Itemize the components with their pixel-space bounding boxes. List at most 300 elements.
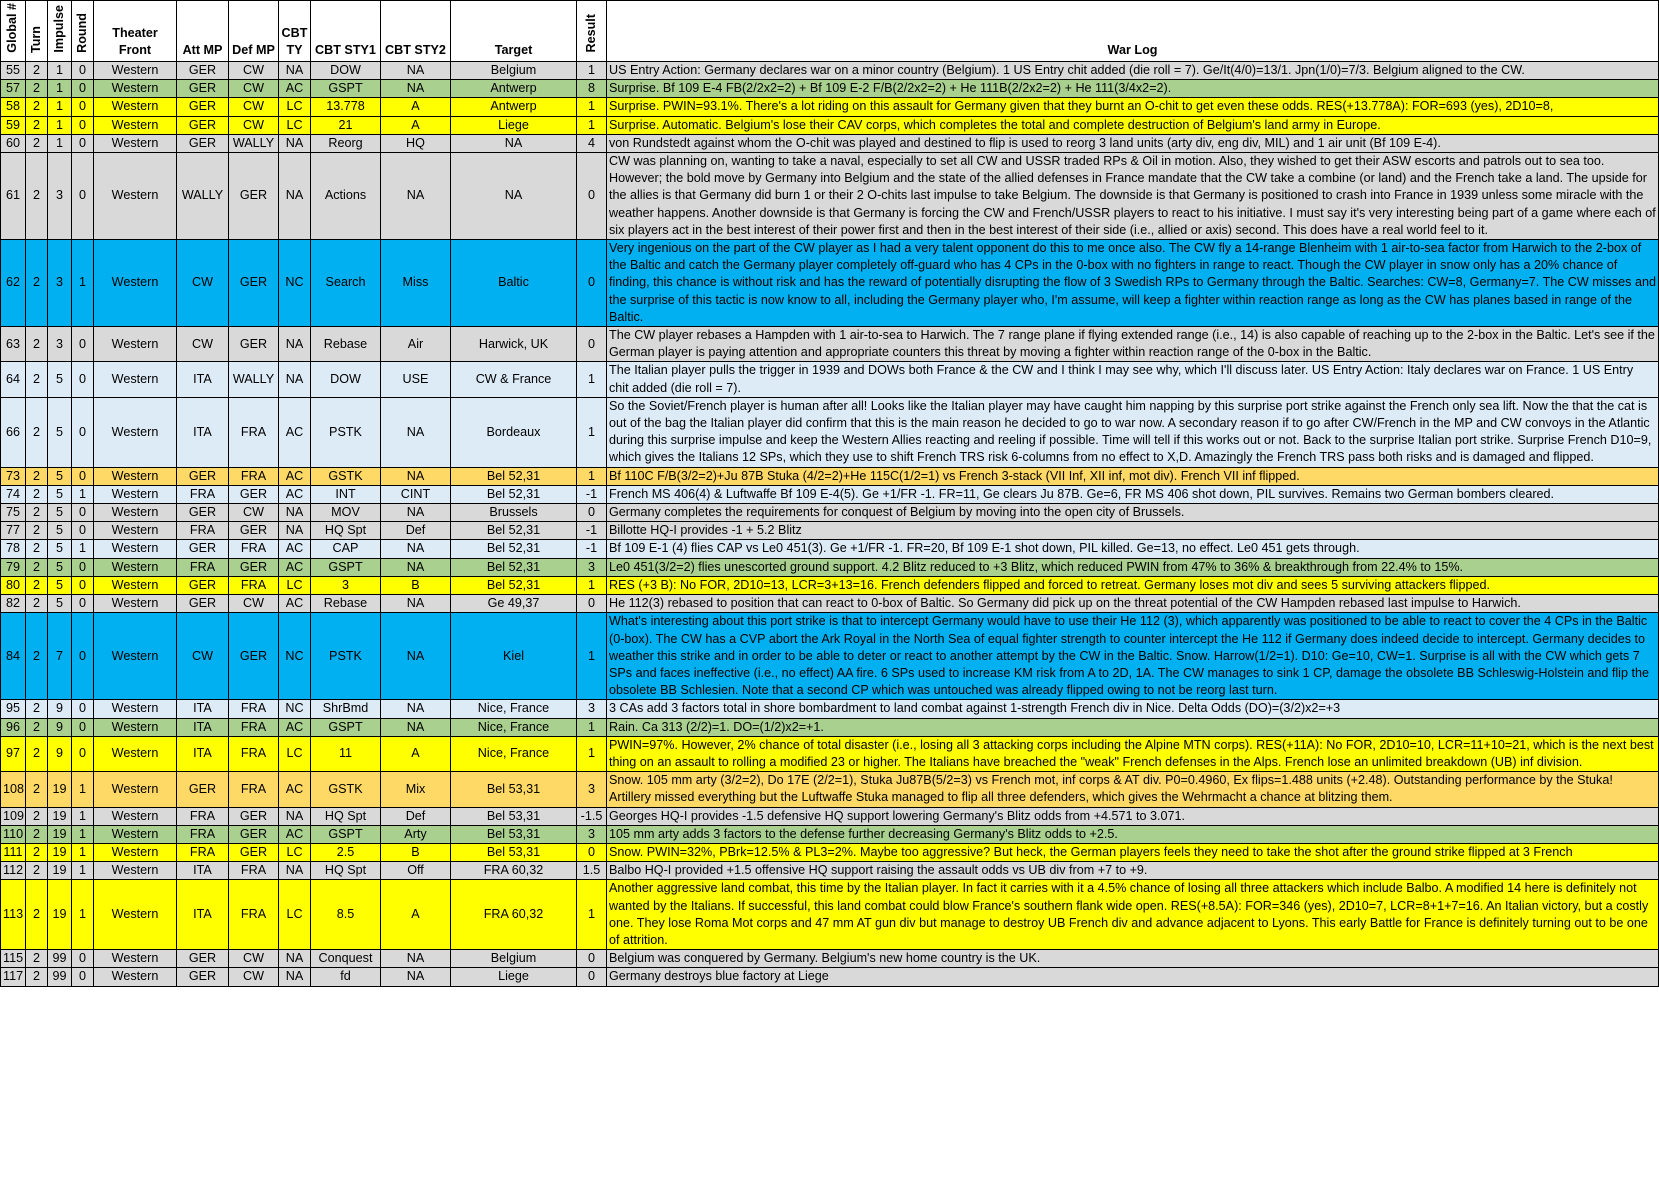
cell-impulse[interactable]: 5	[48, 504, 72, 522]
cell-turn[interactable]: 2	[26, 807, 48, 825]
cell-cbt-ty[interactable]: LC	[279, 98, 311, 116]
header-target[interactable]: Target	[451, 1, 577, 62]
cell-def-mp[interactable]: GER	[229, 153, 279, 240]
cell-att-mp[interactable]: FRA	[177, 485, 229, 503]
cell-turn[interactable]: 2	[26, 772, 48, 807]
cell-att-mp[interactable]: GER	[177, 98, 229, 116]
cell-war-log[interactable]: RES (+3 B): No FOR, 2D10=13, LCR=3+13=16. French defenders flipped and forced to retreat. Germany loses mot div and sees 5 surviving attackers flipped.	[607, 576, 1659, 594]
cell-impulse[interactable]: 5	[48, 485, 72, 503]
cell-result[interactable]: 1	[577, 397, 607, 467]
cell-att-mp[interactable]: GER	[177, 950, 229, 968]
cell-theater[interactable]: Western	[94, 772, 177, 807]
cell-global[interactable]: 57	[1, 80, 26, 98]
cell-target[interactable]: Harwick, UK	[451, 327, 577, 362]
table-row[interactable]	[1, 485, 1659, 503]
cell-target[interactable]: Brussels	[451, 504, 577, 522]
cell-cbt-sty2[interactable]: USE	[381, 362, 451, 397]
header-cbt-ty[interactable]: CBT TY	[279, 1, 311, 62]
cell-turn[interactable]: 2	[26, 62, 48, 80]
cell-att-mp[interactable]: WALLY	[177, 153, 229, 240]
cell-turn[interactable]: 2	[26, 825, 48, 843]
cell-war-log[interactable]: Bf 109 E-1 (4) flies CAP vs Le0 451(3). Ge +1/FR -1. FR=20, Bf 109 E-1 shot down, PIL killed. Ge=13, no effect. Le0 451 gets through.	[607, 540, 1659, 558]
cell-turn[interactable]: 2	[26, 80, 48, 98]
cell-target[interactable]: Liege	[451, 968, 577, 986]
cell-result[interactable]: 0	[577, 950, 607, 968]
cell-target[interactable]: Bel 52,31	[451, 467, 577, 485]
cell-war-log[interactable]: US Entry Action: Germany declares war on a minor country (Belgium). 1 US Entry chit added (die roll = 7). Ge/It(4/0)=13/1. Jpn(1/0)=7/3. Belgium aligned to the CW.	[607, 62, 1659, 80]
cell-round[interactable]: 0	[72, 736, 94, 771]
cell-round[interactable]: 0	[72, 397, 94, 467]
cell-impulse[interactable]: 5	[48, 595, 72, 613]
cell-result[interactable]: 3	[577, 700, 607, 718]
cell-theater[interactable]: Western	[94, 504, 177, 522]
cell-round[interactable]: 1	[72, 540, 94, 558]
cell-cbt-sty1[interactable]: Reorg	[311, 134, 381, 152]
cell-cbt-sty1[interactable]: GSPT	[311, 80, 381, 98]
cell-global[interactable]: 78	[1, 540, 26, 558]
cell-theater[interactable]: Western	[94, 327, 177, 362]
cell-war-log[interactable]: Georges HQ-I provides -1.5 defensive HQ support lowering Germany's Blitz odds from +4.571 to 3.071.	[607, 807, 1659, 825]
header-war-log[interactable]: War Log	[607, 1, 1659, 62]
cell-global[interactable]: 62	[1, 240, 26, 327]
cell-def-mp[interactable]: WALLY	[229, 362, 279, 397]
cell-result[interactable]: 0	[577, 153, 607, 240]
cell-cbt-sty2[interactable]: NA	[381, 558, 451, 576]
cell-cbt-sty1[interactable]: 11	[311, 736, 381, 771]
cell-global[interactable]: 75	[1, 504, 26, 522]
cell-theater[interactable]: Western	[94, 80, 177, 98]
table-row[interactable]	[1, 362, 1659, 397]
header-result[interactable]: Result	[577, 1, 607, 62]
cell-def-mp[interactable]: GER	[229, 522, 279, 540]
cell-global[interactable]: 97	[1, 736, 26, 771]
header-turn[interactable]: Turn	[26, 1, 48, 62]
cell-cbt-ty[interactable]: AC	[279, 825, 311, 843]
cell-cbt-ty[interactable]: NC	[279, 240, 311, 327]
cell-def-mp[interactable]: GER	[229, 843, 279, 861]
cell-cbt-sty2[interactable]: NA	[381, 700, 451, 718]
table-row[interactable]	[1, 595, 1659, 613]
cell-target[interactable]: CW & France	[451, 362, 577, 397]
cell-turn[interactable]: 2	[26, 558, 48, 576]
cell-war-log[interactable]: 3 CAs add 3 factors total in shore bombardment to land combat against 1-strength French div in Nice. Delta Odds (DO)=(3/2)x2=+3	[607, 700, 1659, 718]
cell-target[interactable]: Kiel	[451, 613, 577, 700]
cell-impulse[interactable]: 19	[48, 843, 72, 861]
cell-global[interactable]: 59	[1, 116, 26, 134]
cell-cbt-ty[interactable]: NA	[279, 807, 311, 825]
cell-war-log[interactable]: Surprise. Bf 109 E-4 FB(2/2x2=2) + Bf 109 E-2 F/B(2/2x2=2) + He 111B(2/2x2=2) + He 111(3/4x2=2).	[607, 80, 1659, 98]
cell-cbt-sty1[interactable]: Conquest	[311, 950, 381, 968]
cell-result[interactable]: -1	[577, 485, 607, 503]
cell-theater[interactable]: Western	[94, 467, 177, 485]
cell-def-mp[interactable]: FRA	[229, 397, 279, 467]
cell-global[interactable]: 96	[1, 718, 26, 736]
cell-cbt-sty2[interactable]: NA	[381, 968, 451, 986]
cell-war-log[interactable]: von Rundstedt against whom the O-chit was played and destined to flip is used to reorg 3 land units (arty div, eng div, MIL) and 1 air unit (Bf 109 E-4).	[607, 134, 1659, 152]
cell-result[interactable]: -1.5	[577, 807, 607, 825]
cell-war-log[interactable]: The CW player rebases a Hampden with 1 air-to-sea to Harwich. The 7 range plane if flying extended range (i.e., 14) is also capable of reaching up to the 2-box in the Baltic. Let's see if the German player is paying attention and appropriate counters this threat by moving a fighter within reaction range of the 0-box in the Baltic.	[607, 327, 1659, 362]
cell-att-mp[interactable]: FRA	[177, 522, 229, 540]
cell-cbt-ty[interactable]: NA	[279, 327, 311, 362]
cell-theater[interactable]: Western	[94, 825, 177, 843]
cell-war-log[interactable]: Billotte HQ-I provides -1 + 5.2 Blitz	[607, 522, 1659, 540]
cell-cbt-sty2[interactable]: A	[381, 98, 451, 116]
cell-att-mp[interactable]: FRA	[177, 843, 229, 861]
cell-round[interactable]: 0	[72, 613, 94, 700]
cell-target[interactable]: Bel 52,31	[451, 485, 577, 503]
cell-target[interactable]: Bordeaux	[451, 397, 577, 467]
cell-turn[interactable]: 2	[26, 595, 48, 613]
cell-cbt-sty1[interactable]: GSPT	[311, 718, 381, 736]
cell-round[interactable]: 0	[72, 595, 94, 613]
cell-war-log[interactable]: Germany destroys blue factory at Liege	[607, 968, 1659, 986]
cell-impulse[interactable]: 1	[48, 134, 72, 152]
cell-impulse[interactable]: 5	[48, 522, 72, 540]
cell-theater[interactable]: Western	[94, 522, 177, 540]
cell-att-mp[interactable]: ITA	[177, 397, 229, 467]
table-row[interactable]	[1, 825, 1659, 843]
cell-cbt-sty1[interactable]: DOW	[311, 362, 381, 397]
cell-result[interactable]: 0	[577, 327, 607, 362]
cell-result[interactable]: 8	[577, 80, 607, 98]
cell-turn[interactable]: 2	[26, 327, 48, 362]
cell-turn[interactable]: 2	[26, 950, 48, 968]
table-row[interactable]	[1, 736, 1659, 771]
cell-turn[interactable]: 2	[26, 134, 48, 152]
cell-result[interactable]: 1	[577, 718, 607, 736]
cell-round[interactable]: 1	[72, 843, 94, 861]
cell-att-mp[interactable]: GER	[177, 576, 229, 594]
cell-cbt-sty2[interactable]: NA	[381, 718, 451, 736]
cell-cbt-sty2[interactable]: A	[381, 116, 451, 134]
cell-result[interactable]: 1	[577, 362, 607, 397]
cell-war-log[interactable]: Surprise. Automatic. Belgium's lose their CAV corps, which completes the total and complete destruction of Belgium's land army in Europe.	[607, 116, 1659, 134]
cell-impulse[interactable]: 1	[48, 116, 72, 134]
cell-war-log[interactable]: Balbo HQ-I provided +1.5 offensive HQ support raising the assault odds vs UB div from +7 to +9.	[607, 862, 1659, 880]
cell-att-mp[interactable]: CW	[177, 240, 229, 327]
cell-war-log[interactable]: The Italian player pulls the trigger in 1939 and DOWs both France & the CW and I think I may see why, which I'll discuss later. US Entry Action: Italy declares war on France. 1 US Entry chit added (die roll = 7).	[607, 362, 1659, 397]
cell-result[interactable]: 1	[577, 116, 607, 134]
cell-war-log[interactable]: Surprise. PWIN=93.1%. There's a lot riding on this assault for Germany given that they burnt an O-chit to get even these odds. RES(+13.778A): FOR=693 (yes), 2D10=8,	[607, 98, 1659, 116]
cell-def-mp[interactable]: CW	[229, 98, 279, 116]
cell-cbt-ty[interactable]: NA	[279, 504, 311, 522]
cell-cbt-sty2[interactable]: Off	[381, 862, 451, 880]
cell-target[interactable]: Ge 49,37	[451, 595, 577, 613]
cell-def-mp[interactable]: CW	[229, 968, 279, 986]
cell-turn[interactable]: 2	[26, 880, 48, 950]
cell-cbt-sty1[interactable]: HQ Spt	[311, 522, 381, 540]
cell-att-mp[interactable]: FRA	[177, 825, 229, 843]
table-row[interactable]	[1, 467, 1659, 485]
cell-cbt-sty1[interactable]: PSTK	[311, 613, 381, 700]
cell-cbt-sty2[interactable]: NA	[381, 467, 451, 485]
cell-theater[interactable]: Western	[94, 950, 177, 968]
cell-cbt-sty2[interactable]: NA	[381, 80, 451, 98]
cell-target[interactable]: Belgium	[451, 950, 577, 968]
cell-result[interactable]: 1	[577, 576, 607, 594]
cell-impulse[interactable]: 1	[48, 62, 72, 80]
cell-att-mp[interactable]: FRA	[177, 807, 229, 825]
cell-def-mp[interactable]: CW	[229, 116, 279, 134]
cell-turn[interactable]: 2	[26, 522, 48, 540]
cell-cbt-sty1[interactable]: Rebase	[311, 595, 381, 613]
cell-def-mp[interactable]: FRA	[229, 576, 279, 594]
cell-round[interactable]: 1	[72, 807, 94, 825]
cell-impulse[interactable]: 19	[48, 807, 72, 825]
cell-cbt-sty2[interactable]: B	[381, 843, 451, 861]
cell-round[interactable]: 1	[72, 485, 94, 503]
cell-theater[interactable]: Western	[94, 62, 177, 80]
cell-def-mp[interactable]: GER	[229, 240, 279, 327]
cell-global[interactable]: 63	[1, 327, 26, 362]
cell-cbt-sty1[interactable]: fd	[311, 968, 381, 986]
table-row[interactable]	[1, 576, 1659, 594]
table-row[interactable]	[1, 153, 1659, 240]
cell-target[interactable]: Bel 52,31	[451, 540, 577, 558]
cell-theater[interactable]: Western	[94, 540, 177, 558]
cell-att-mp[interactable]: ITA	[177, 862, 229, 880]
cell-att-mp[interactable]: ITA	[177, 362, 229, 397]
cell-def-mp[interactable]: WALLY	[229, 134, 279, 152]
cell-cbt-sty1[interactable]: PSTK	[311, 397, 381, 467]
cell-impulse[interactable]: 3	[48, 327, 72, 362]
cell-target[interactable]: Baltic	[451, 240, 577, 327]
cell-war-log[interactable]: Bf 110C F/B(3/2=2)+Ju 87B Stuka (4/2=2)+He 115C(1/2=1) vs French 3-stack (VII Inf, XII inf, mot div). French VII inf flipped.	[607, 467, 1659, 485]
cell-att-mp[interactable]: ITA	[177, 736, 229, 771]
cell-cbt-sty2[interactable]: NA	[381, 504, 451, 522]
cell-cbt-ty[interactable]: NA	[279, 134, 311, 152]
cell-result[interactable]: 1	[577, 736, 607, 771]
cell-def-mp[interactable]: FRA	[229, 718, 279, 736]
cell-impulse[interactable]: 19	[48, 862, 72, 880]
cell-round[interactable]: 0	[72, 522, 94, 540]
cell-impulse[interactable]: 99	[48, 968, 72, 986]
cell-impulse[interactable]: 9	[48, 700, 72, 718]
cell-def-mp[interactable]: GER	[229, 613, 279, 700]
cell-result[interactable]: 0	[577, 843, 607, 861]
cell-round[interactable]: 0	[72, 467, 94, 485]
cell-cbt-ty[interactable]: LC	[279, 843, 311, 861]
cell-cbt-sty1[interactable]: CAP	[311, 540, 381, 558]
cell-war-log[interactable]: Snow. 105 mm arty (3/2=2), Do 17E (2/2=1), Stuka Ju87B(5/2=3) vs French mot, inf corps & AT div. P0=0.4960, Ex flips=1.488 units (+2.48). Outstanding performance by the Stuka! Artillery missed everything but the Luftwaffe Stuka managed to flip all three defenders, which gives the Wehrmacht a chance at blitzing them.	[607, 772, 1659, 807]
cell-global[interactable]: 95	[1, 700, 26, 718]
cell-def-mp[interactable]: FRA	[229, 540, 279, 558]
cell-target[interactable]: Liege	[451, 116, 577, 134]
cell-impulse[interactable]: 3	[48, 240, 72, 327]
cell-round[interactable]: 0	[72, 700, 94, 718]
cell-impulse[interactable]: 7	[48, 613, 72, 700]
cell-target[interactable]: Nice, France	[451, 718, 577, 736]
cell-global[interactable]: 55	[1, 62, 26, 80]
cell-round[interactable]: 0	[72, 327, 94, 362]
cell-cbt-ty[interactable]: AC	[279, 467, 311, 485]
cell-cbt-sty2[interactable]: A	[381, 736, 451, 771]
cell-war-log[interactable]: PWIN=97%. However, 2% chance of total disaster (i.e., losing all 3 attacking corps including the Alpine MTN corps). RES(+11A): No FOR, 2D10=10, LCR=11+10=21, which is the next best thing on an assault to rolling a modified 23 or higher. The Italians have breached the "weak" French defenses in the Alps. French lose an unlimited breakdown (UB) inf division.	[607, 736, 1659, 771]
table-row[interactable]	[1, 558, 1659, 576]
cell-turn[interactable]: 2	[26, 240, 48, 327]
cell-impulse[interactable]: 5	[48, 362, 72, 397]
cell-result[interactable]: 0	[577, 504, 607, 522]
cell-cbt-ty[interactable]: NA	[279, 153, 311, 240]
cell-round[interactable]: 1	[72, 825, 94, 843]
cell-theater[interactable]: Western	[94, 736, 177, 771]
cell-cbt-sty2[interactable]: Air	[381, 327, 451, 362]
cell-result[interactable]: 0	[577, 968, 607, 986]
cell-turn[interactable]: 2	[26, 968, 48, 986]
cell-cbt-sty1[interactable]: HQ Spt	[311, 862, 381, 880]
cell-round[interactable]: 0	[72, 80, 94, 98]
cell-round[interactable]: 0	[72, 718, 94, 736]
cell-war-log[interactable]: Rain. Ca 313 (2/2)=1. DO=(1/2)x2=+1.	[607, 718, 1659, 736]
cell-global[interactable]: 115	[1, 950, 26, 968]
cell-result[interactable]: 1	[577, 467, 607, 485]
cell-result[interactable]: 3	[577, 558, 607, 576]
cell-result[interactable]: 1.5	[577, 862, 607, 880]
cell-cbt-sty2[interactable]: Mix	[381, 772, 451, 807]
cell-turn[interactable]: 2	[26, 576, 48, 594]
cell-att-mp[interactable]: GER	[177, 134, 229, 152]
cell-cbt-sty1[interactable]: INT	[311, 485, 381, 503]
table-row[interactable]	[1, 968, 1659, 986]
cell-war-log[interactable]: What's interesting about this port strike is that to intercept Germany would have to use their He 112 (3), which apparently was positioned to be able to react to cover the 4 CPs in the Baltic (0-box). The CW has a CVP abort the Ark Royal in the North Sea of equal fighter strength to counter intercept the He 112 if Germany does indeed decide to intercept. Germany decides to weather this strike and in order to be able to deter or react to another attempt by the CW in the Baltic. Snow. Harrow(1/2=1). D10: Ge=10, CW=1. Surprise is all with the CW which gets 7 SPs and faces ineffective (i.e., no effect) AA fire. 6 SPs used to increase KM risk from A to 2D, 1A. The CW manages to sink 1 CP, damage the obsolete BB Schleswig-Holstein and flip the obsolete BB Schlesien. Note that a second CP which was untouched was already flipped owing to not be reorg last turn.	[607, 613, 1659, 700]
cell-global[interactable]: 108	[1, 772, 26, 807]
cell-turn[interactable]: 2	[26, 98, 48, 116]
cell-cbt-sty2[interactable]: CINT	[381, 485, 451, 503]
cell-result[interactable]: 1	[577, 98, 607, 116]
cell-round[interactable]: 1	[72, 880, 94, 950]
cell-turn[interactable]: 2	[26, 718, 48, 736]
cell-def-mp[interactable]: CW	[229, 504, 279, 522]
header-impulse[interactable]: Impulse	[48, 1, 72, 62]
cell-round[interactable]: 0	[72, 504, 94, 522]
cell-def-mp[interactable]: FRA	[229, 862, 279, 880]
cell-cbt-ty[interactable]: NA	[279, 522, 311, 540]
cell-def-mp[interactable]: GER	[229, 327, 279, 362]
cell-cbt-ty[interactable]: AC	[279, 558, 311, 576]
cell-def-mp[interactable]: FRA	[229, 467, 279, 485]
cell-cbt-ty[interactable]: AC	[279, 595, 311, 613]
cell-cbt-sty2[interactable]: B	[381, 576, 451, 594]
cell-round[interactable]: 0	[72, 134, 94, 152]
cell-att-mp[interactable]: CW	[177, 327, 229, 362]
cell-cbt-sty2[interactable]: NA	[381, 613, 451, 700]
cell-cbt-sty2[interactable]: NA	[381, 540, 451, 558]
cell-theater[interactable]: Western	[94, 595, 177, 613]
cell-target[interactable]: Nice, France	[451, 700, 577, 718]
cell-round[interactable]: 1	[72, 862, 94, 880]
cell-war-log[interactable]: Germany completes the requirements for conquest of Belgium by moving into the open city of Brussels.	[607, 504, 1659, 522]
header-theater-front[interactable]: Theater Front	[94, 1, 177, 62]
cell-global[interactable]: 66	[1, 397, 26, 467]
cell-round[interactable]: 1	[72, 772, 94, 807]
header-global[interactable]: Global #	[1, 1, 26, 62]
header-cbt-sty1[interactable]: CBT STY1	[311, 1, 381, 62]
cell-theater[interactable]: Western	[94, 843, 177, 861]
cell-cbt-ty[interactable]: NA	[279, 862, 311, 880]
cell-theater[interactable]: Western	[94, 807, 177, 825]
cell-global[interactable]: 80	[1, 576, 26, 594]
cell-round[interactable]: 0	[72, 62, 94, 80]
cell-target[interactable]: Bel 53,31	[451, 825, 577, 843]
cell-impulse[interactable]: 19	[48, 772, 72, 807]
cell-result[interactable]: 1	[577, 613, 607, 700]
cell-cbt-sty1[interactable]: HQ Spt	[311, 807, 381, 825]
table-row[interactable]	[1, 772, 1659, 807]
cell-cbt-sty1[interactable]: Rebase	[311, 327, 381, 362]
cell-result[interactable]: 0	[577, 240, 607, 327]
cell-result[interactable]: -1	[577, 522, 607, 540]
cell-def-mp[interactable]: FRA	[229, 736, 279, 771]
cell-theater[interactable]: Western	[94, 718, 177, 736]
cell-cbt-ty[interactable]: NA	[279, 362, 311, 397]
cell-def-mp[interactable]: GER	[229, 558, 279, 576]
cell-theater[interactable]: Western	[94, 98, 177, 116]
cell-att-mp[interactable]: ITA	[177, 700, 229, 718]
cell-cbt-sty1[interactable]: GSTK	[311, 772, 381, 807]
cell-cbt-ty[interactable]: NA	[279, 950, 311, 968]
cell-round[interactable]: 0	[72, 968, 94, 986]
cell-turn[interactable]: 2	[26, 700, 48, 718]
cell-def-mp[interactable]: FRA	[229, 772, 279, 807]
cell-cbt-sty1[interactable]: 8.5	[311, 880, 381, 950]
cell-theater[interactable]: Western	[94, 240, 177, 327]
cell-att-mp[interactable]: CW	[177, 613, 229, 700]
table-row[interactable]	[1, 116, 1659, 134]
cell-war-log[interactable]: Another aggressive land combat, this time by the Italian player. In fact it carries with it a 4.5% chance of losing all three attackers which include Balbo. A modified 14 here is definitely not wanted by the Italians. If successful, this land combat could blow France's southern flank wide open. RES(+8.5A): FOR=346 (yes), 2D10=7, LCR=8+1+7=16. An Italian victory, but a costly one. They lose Roma Mot corps and 47 mm AT gun div but manage to destroy UB French div and advance adjacent to Lyons. This early Battle for France is definitely turning out to be one of attrition.	[607, 880, 1659, 950]
cell-target[interactable]: NA	[451, 153, 577, 240]
table-row[interactable]	[1, 327, 1659, 362]
cell-cbt-ty[interactable]: LC	[279, 736, 311, 771]
cell-result[interactable]: 3	[577, 772, 607, 807]
cell-target[interactable]: NA	[451, 134, 577, 152]
cell-cbt-sty2[interactable]: Def	[381, 522, 451, 540]
cell-cbt-ty[interactable]: LC	[279, 116, 311, 134]
cell-global[interactable]: 111	[1, 843, 26, 861]
table-row[interactable]	[1, 843, 1659, 861]
cell-global[interactable]: 64	[1, 362, 26, 397]
cell-cbt-ty[interactable]: NC	[279, 700, 311, 718]
cell-def-mp[interactable]: CW	[229, 62, 279, 80]
cell-att-mp[interactable]: GER	[177, 80, 229, 98]
cell-target[interactable]: Bel 53,31	[451, 807, 577, 825]
cell-turn[interactable]: 2	[26, 540, 48, 558]
cell-theater[interactable]: Western	[94, 362, 177, 397]
cell-def-mp[interactable]: FRA	[229, 700, 279, 718]
cell-global[interactable]: 113	[1, 880, 26, 950]
cell-def-mp[interactable]: GER	[229, 825, 279, 843]
cell-impulse[interactable]: 3	[48, 153, 72, 240]
cell-target[interactable]: Antwerp	[451, 80, 577, 98]
cell-cbt-ty[interactable]: LC	[279, 880, 311, 950]
cell-global[interactable]: 112	[1, 862, 26, 880]
cell-cbt-ty[interactable]: AC	[279, 718, 311, 736]
cell-global[interactable]: 109	[1, 807, 26, 825]
cell-theater[interactable]: Western	[94, 613, 177, 700]
cell-result[interactable]: 1	[577, 880, 607, 950]
cell-att-mp[interactable]: GER	[177, 504, 229, 522]
table-row[interactable]	[1, 240, 1659, 327]
cell-cbt-sty1[interactable]: Actions	[311, 153, 381, 240]
cell-cbt-sty1[interactable]: 3	[311, 576, 381, 594]
cell-theater[interactable]: Western	[94, 558, 177, 576]
cell-def-mp[interactable]: GER	[229, 807, 279, 825]
cell-global[interactable]: 82	[1, 595, 26, 613]
cell-impulse[interactable]: 19	[48, 825, 72, 843]
cell-turn[interactable]: 2	[26, 153, 48, 240]
cell-result[interactable]: -1	[577, 540, 607, 558]
cell-cbt-sty2[interactable]: Def	[381, 807, 451, 825]
cell-att-mp[interactable]: ITA	[177, 718, 229, 736]
